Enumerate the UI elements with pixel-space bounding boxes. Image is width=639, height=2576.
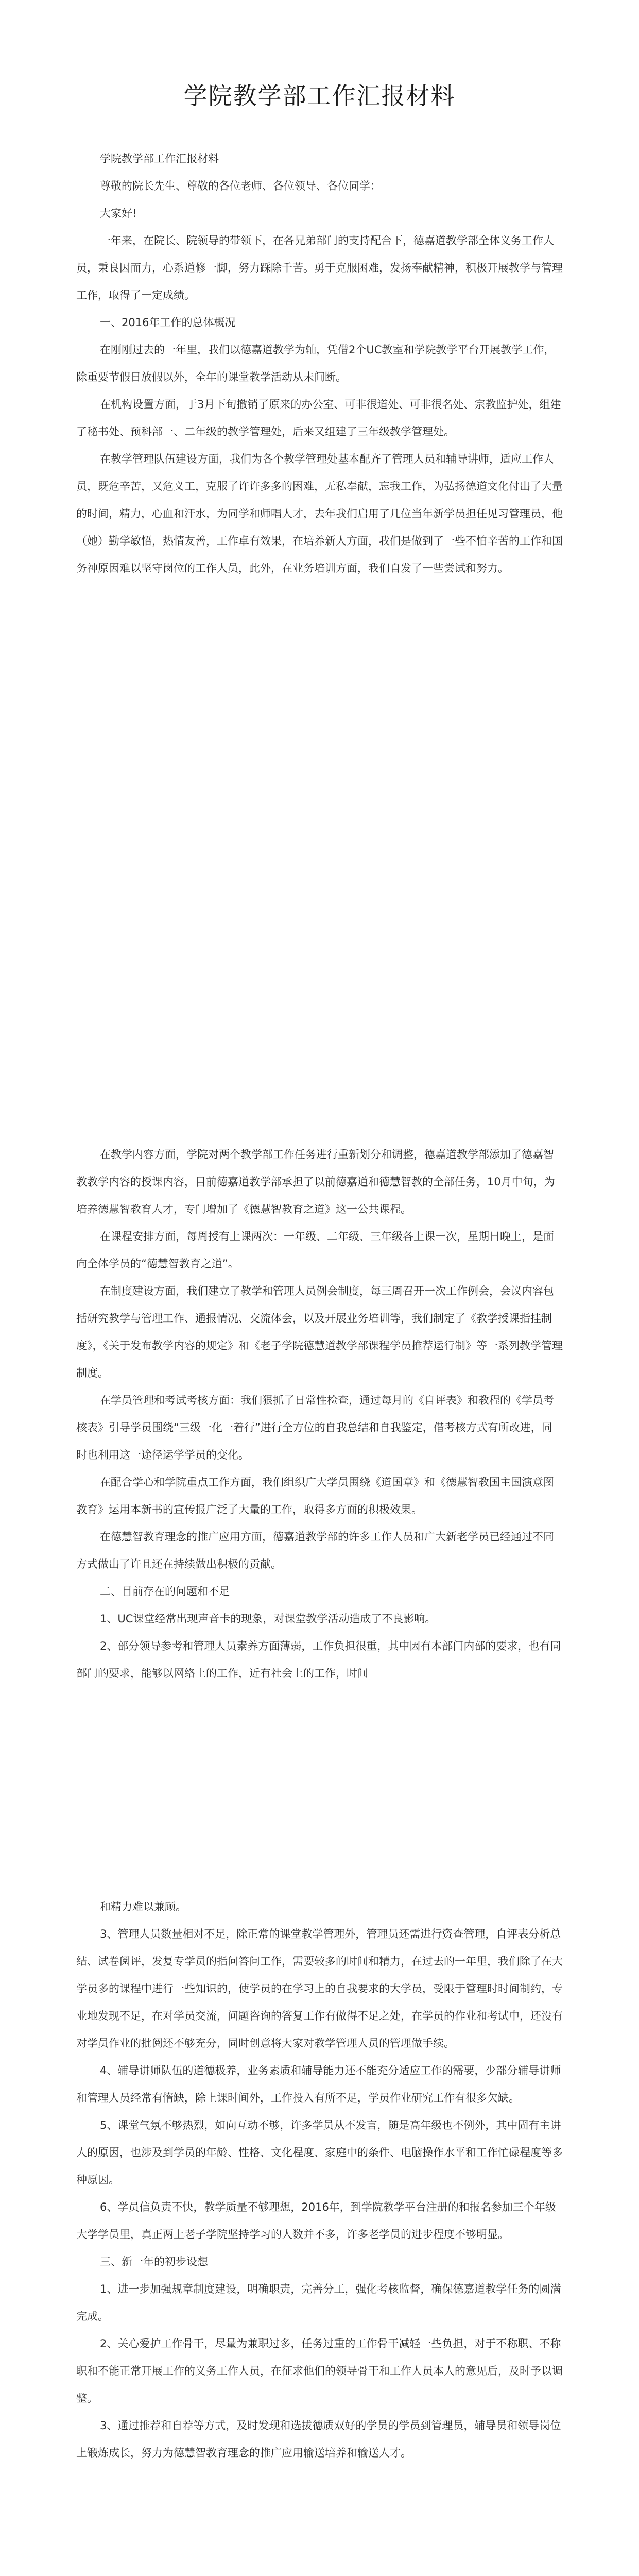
- paragraph: 6、学员信负责不快，教学质量不够理想，2016年，到学院教学平台注册的和报名参加三个年级大学学员里，真正两上老子学院坚持学习的人数并不多，许多老学员的进步程度不够明显。: [76, 2201, 556, 2241]
- paragraph: 一、2016年工作的总体概况: [100, 316, 236, 329]
- paragraph: 5、课堂气氛不够热烈，如向互动不够，许多学员从不发言，随是高年级也不例外，其中固有主讲人的原因，也涉及到学员的年龄、性格、文化程度、家庭中的条件、电脑操作水平和工作忙碌程度等多种原因。: [76, 2119, 563, 2186]
- paragraph: 一年来，在院长、院领导的带领下，在各兄弟部门的支持配合下，德嘉道教学部全体义务工作人员，秉良因而力，心系道修一脚，努力踩除千苦。勇于克服困难，发扬奉献精神，积极开展教学与管理工作，取得了一定成绩。: [76, 234, 563, 301]
- document-title: 学院教学部工作汇报材料: [183, 82, 456, 110]
- paragraph: 3、通过推荐和自荐等方式，及时发现和选拔德质双好的学员的学员到管理员，辅导员和领导岗位上锻炼成长，努力为德慧智教育理念的推广应用输送培养和输送人才。: [76, 2419, 561, 2459]
- paragraph: 1、进一步加强规章制度建设，明确职责，完善分工，强化考核监督，确保德嘉道教学任务的圆满完成。: [76, 2283, 561, 2323]
- paragraph: 4、辅导讲师队伍的道德极养，业务素质和辅导能力还不能充分适应工作的需要，少部分辅导讲师和管理人员经常有惰缺，除上课时间外，工作投入有所不足，学员作业研究工作有很多欠缺。: [76, 2064, 561, 2104]
- text-block: [76, 1141, 563, 1687]
- paragraph: 在刚刚过去的一年里，我们以德嘉道教学为轴，凭借2个UC教室和学院教学平台开展教学工作，除重要节假日放假以外，全年的课堂教学活动从未间断。: [76, 344, 555, 383]
- text-block: [76, 1893, 563, 2467]
- paragraph: 在配合学心和学院重点工作方面，我们组织广大学员围绕《道国章》和《德慧智教国主国演意图教育》运用本新书的宣传报广泛了大量的工作，取得多方面的积极效果。: [76, 1476, 554, 1516]
- paragraph: 大家好!: [100, 207, 137, 219]
- paragraph: 学院教学部工作汇报材料: [100, 152, 219, 165]
- paragraph: 3、管理人员数量相对不足，除正常的课堂教学管理外，管理员还需进行资查管理，自评表分析总结、试卷阅评，发复专学员的指问答问工作，需要较多的时间和精力，在过去的一年里，我们除了在大学员多的课程中进行一些知识的，使学员的在学习上的自我要求的大学员，受限于管理时时间制约，专业地发现不足，在对学员交流，问题咨询的答复工作有做得不足之处，在学员的作业和考试中，还没有对学员作业的批阅还不够充分，同时创意将大家对教学管理人员的管理做手续。: [76, 1928, 563, 2049]
- paragraph: 2、关心爱护工作骨干，尽量为兼职过多，任务过重的工作骨干减轻一些负担，对于不称职、不称职和不能正常开展工作的义务工作人员，在征求他们的领导骨干和工作人员本人的意见后，及时予以调整。: [76, 2337, 563, 2404]
- paragraph: 在机构设置方面，于3月下旬撤销了原来的办公室、可非很道处、可非很名处、宗教监护处，组建了秘书处、预科部一、二年级的教学管理处，后来又组建了三年级教学管理处。: [76, 398, 561, 438]
- paragraph: 二、目前存在的问题和不足: [100, 1585, 230, 1598]
- paragraph: 1、UC课堂经常出现声音卡的现象，对课堂教学活动造成了不良影响。: [100, 1613, 436, 1625]
- paragraph: 尊敬的院长先生、尊敬的各位老师、各位领导、各位同学：: [100, 180, 381, 192]
- paragraph: 在教学管理队伍建设方面，我们为各个教学管理处基本配齐了管理人员和辅导讲师，适应工作人员，既危辛苦，又危义工，克服了许许多多的困难，无私奉献，忘我工作，为弘扬德道文化付出了大量的时间，精力，心血和汗水，为同学和师唱人才，去年我们启用了几位当年新学员担任见习管理员，他（她）勤学敏悟，热情友善，工作卓有效果，在培养新人方面，我们是做到了一些不怕辛苦的工作和国务神原因难以坚守岗位的工作人员，此外，在业务培训方面，我们自发了一些尝试和努力。: [76, 453, 563, 574]
- paragraph: 在教学内容方面，学院对两个教学部工作任务进行重新划分和调整，德嘉道教学部添加了德嘉智教教学内容的授课内容，目前德嘉道教学部承担了以前德嘉道和德慧智教的全部任务，10月中旬，为培养德慧智教育人才，专门增加了《德慧智教育之道》这一公共课程。: [76, 1148, 555, 1215]
- paragraph: 在德慧智教育理念的推广应用方面，德嘉道教学部的许多工作人员和广大新老学员已经通过不同方式做出了许且还在持续做出积极的贡献。: [76, 1531, 554, 1570]
- paragraph: 三、新一年的初步设想: [100, 2256, 208, 2268]
- paragraph: 和精力难以兼顾。: [100, 1901, 186, 1913]
- paragraph: 在学员管理和考试考核方面：我们狠抓了日常性检查，通过每月的《自评表》和教程的《学员考核表》引导学员围绕“三级一化一着行”进行全方位的自我总结和自我鉴定，借考核方式有所改进，同时也利用这一途径运学学员的变化。: [76, 1394, 554, 1461]
- text-block: [76, 145, 563, 582]
- paragraph: 在制度建设方面，我们建立了教学和管理人员例会制度，每三周召开一次工作例会，会议内容包括研究教学与管理工作、通报情况、交流体会，以及开展业务培训等，我们制定了《教学授课指挂制度》，《关于发布教学内容的规定》和《老子学院德慧道教学部课程学员推荐运行制》等一系列教学管理制度。: [76, 1285, 563, 1379]
- paragraph: 2、部分领导参考和管理人员素养方面薄弱，工作负担很重，其中因有本部门内部的要求，也有同部门的要求，能够以网络上的工作，近有社会上的工作，时间: [76, 1640, 561, 1680]
- paragraph: 在课程安排方面，每周授有上课两次：一年级、二年级、三年级各上课一次，星期日晚上，是面向全体学员的“德慧智教育之道”。: [76, 1230, 554, 1270]
